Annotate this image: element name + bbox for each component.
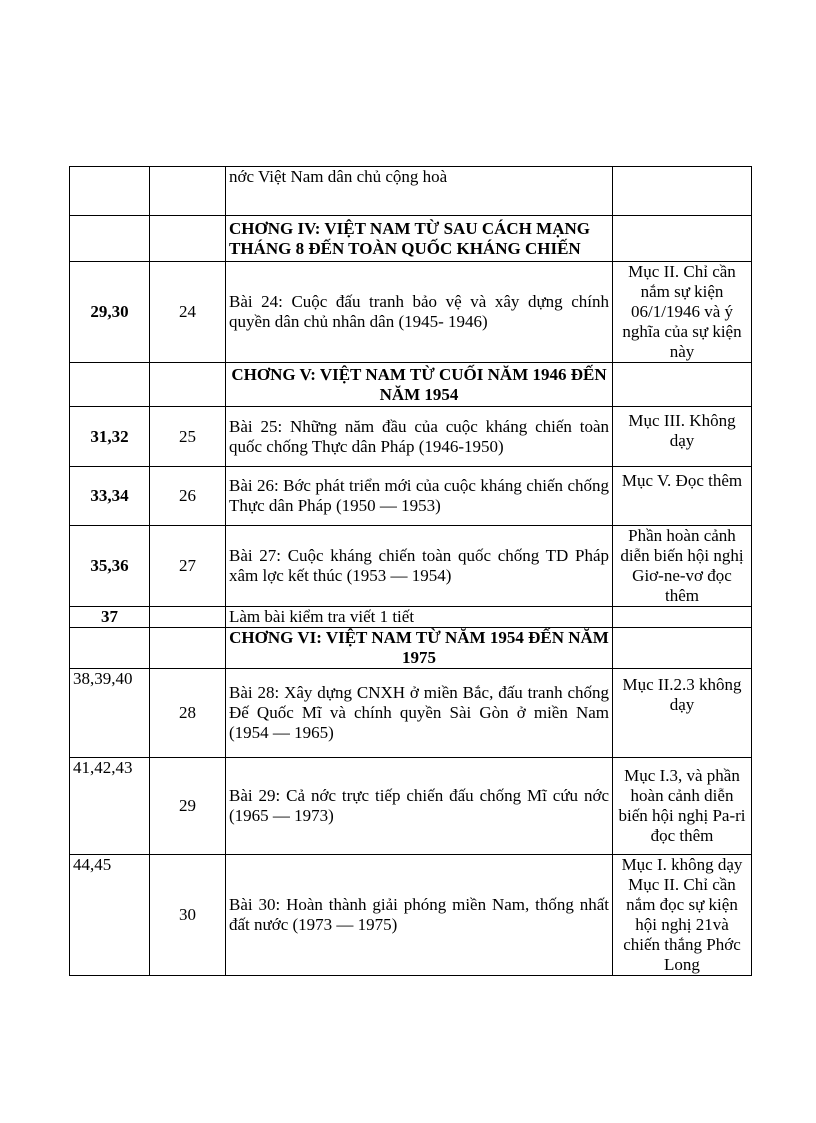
content-cell: Bài 26: Bớc phát triển mới của cuộc kháng chiến chống Thực dân Pháp (1950 — 1953) xyxy=(226,467,613,526)
periods-cell: 31,32 xyxy=(70,407,150,467)
table-row xyxy=(70,526,752,607)
table-row xyxy=(70,758,752,855)
chapter-row xyxy=(70,628,752,669)
table-row xyxy=(70,167,752,216)
chapter-no-cell: 30 xyxy=(150,855,226,976)
periods-cell: 33,34 xyxy=(70,467,150,526)
note-cell: Phần hoàn cảnh diễn biến hội nghị Giơ-ne-vơ đọc thêm xyxy=(613,526,752,607)
table-row xyxy=(70,607,752,628)
content-cell: Bài 28: Xây dựng CNXH ở miền Bắc, đấu tranh chống Đế Quốc Mĩ và chính quyền Sài Gòn ở miền Nam (1954 — 1965) xyxy=(226,669,613,758)
chapter-no-cell: 26 xyxy=(150,467,226,526)
chapter-title: CHƠNG IV: VIỆT NAM TỪ SAU CÁCH MẠNG THÁNG 8 ĐẾN TOÀN QUỐC KHÁNG CHIẾN xyxy=(226,216,613,262)
periods-cell: 41,42,43 xyxy=(70,758,150,855)
periods-cell: 38,39,40 xyxy=(70,669,150,758)
content-cell: nớc Việt Nam dân chủ cộng hoà xyxy=(226,167,613,216)
table-row xyxy=(70,467,752,526)
chapter-title: CHƠNG V: VIỆT NAM TỪ CUỐI NĂM 1946 ĐẾN NĂM 1954 xyxy=(226,363,613,407)
periods-cell: 44,45 xyxy=(70,855,150,976)
content-cell: Bài 30: Hoàn thành giải phóng miền Nam, thống nhất đất nước (1973 — 1975) xyxy=(226,855,613,976)
chapter-no-cell: 29 xyxy=(150,758,226,855)
chapter-row xyxy=(70,216,752,262)
note-cell: Mục II.2.3 không dạy xyxy=(613,669,752,758)
note-cell: Mục III. Không dạy xyxy=(613,407,752,467)
content-cell: Bài 24: Cuộc đấu tranh bảo vệ và xây dựng chính quyền dân chủ nhân dân (1945- 1946) xyxy=(226,262,613,363)
table-row xyxy=(70,407,752,467)
note-cell: Mục I.3, và phần hoàn cảnh diễn biến hội nghị Pa-ri đọc thêm xyxy=(613,758,752,855)
periods-cell: 29,30 xyxy=(70,262,150,363)
content-cell: Bài 25: Những năm đầu của cuộc kháng chiến toàn quốc chống Thực dân Pháp (1946-1950) xyxy=(226,407,613,467)
chapter-no-cell: 27 xyxy=(150,526,226,607)
note-cell: Mục II. Chỉ cần nắm sự kiện 06/1/1946 và ý nghĩa của sự kiện này xyxy=(613,262,752,363)
periods-cell xyxy=(70,167,150,216)
content-cell: Bài 29: Cả nớc trực tiếp chiến đấu chống Mĩ cứu nớc (1965 — 1973) xyxy=(226,758,613,855)
content-cell: Làm bài kiểm tra viết 1 tiết xyxy=(226,607,613,628)
chapter-title: CHƠNG VI: VIỆT NAM TỪ NĂM 1954 ĐẾN NĂM 1975 xyxy=(226,628,613,669)
chapter-no-cell: 28 xyxy=(150,669,226,758)
note-cell: Mục I. không dạy Mục II. Chỉ cần nắm đọc sự kiện hội nghị 21và chiến thắng Phớc Long xyxy=(613,855,752,976)
table-row xyxy=(70,669,752,758)
note-cell: Mục V. Đọc thêm xyxy=(613,467,752,526)
note-cell xyxy=(613,167,752,216)
chapter-no-cell xyxy=(150,167,226,216)
periods-cell: 37 xyxy=(70,607,150,628)
syllabus-table xyxy=(69,166,752,976)
chapter-no-cell: 24 xyxy=(150,262,226,363)
table-row xyxy=(70,262,752,363)
chapter-no-cell: 25 xyxy=(150,407,226,467)
chapter-row xyxy=(70,363,752,407)
table-row xyxy=(70,855,752,976)
periods-cell: 35,36 xyxy=(70,526,150,607)
content-cell: Bài 27: Cuộc kháng chiến toàn quốc chống TD Pháp xâm lợc kết thúc (1953 — 1954) xyxy=(226,526,613,607)
